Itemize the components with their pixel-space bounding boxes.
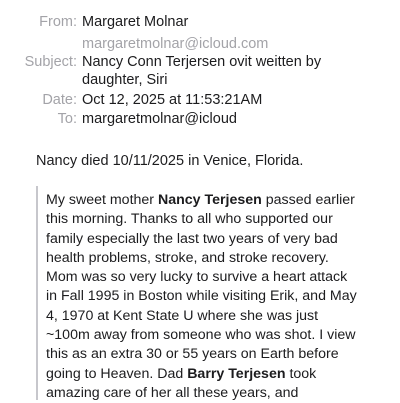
quote-line [46, 191, 355, 210]
quote-line: family especially the last two years of very bad [46, 230, 338, 247]
quote-line [46, 365, 336, 384]
quote-line: health problems, stroke, and stroke recovery. [46, 249, 329, 266]
quote-text: My sweet mother [46, 192, 158, 208]
quote-line: Mom was so very lucky to survive a heart attack [46, 269, 348, 286]
date-value: Oct 12, 2025 at 11:53:21AM [82, 92, 263, 108]
date-label: Date: [42, 92, 77, 108]
recipient-email[interactable]: margaretmolnar@icloud [82, 111, 237, 127]
subject-line-1: Nancy Conn Terjersen ovit weitten by [82, 54, 322, 70]
quote-line: this as an extra 30 or 55 years on Earth before [46, 346, 339, 363]
quote-line: ~100m away from someone who was shot. I view [46, 327, 356, 344]
quoted-message [46, 191, 357, 403]
to-label: To: [57, 111, 77, 127]
intro-text: Nancy died 10/11/2025 in Venice, Florida. [36, 153, 304, 169]
mother-name: Nancy Terjesen [157, 192, 262, 208]
quote-line: this morning. Thanks to all who supported our [46, 211, 333, 228]
subject-text [82, 53, 386, 89]
quote-line: amazing care of her all these years, and [46, 384, 299, 401]
subject-label: Subject: [24, 54, 77, 70]
sender-name[interactable]: Margaret Molnar [82, 14, 189, 30]
from-label: From: [39, 14, 77, 30]
quote-text: took [285, 365, 317, 382]
quote-line: 4, 1970 at Kent State U where she was just [46, 307, 319, 324]
father-name: Barry Terjesen [187, 365, 286, 382]
sender-email[interactable]: margaretmolnar@icloud.com [82, 36, 269, 52]
quote-bar [36, 186, 38, 400]
subject-line-2: daughter, Siri [82, 72, 168, 88]
quote-line: in Fall 1995 in Boston while visiting Erik, and May [46, 288, 357, 305]
quote-text: going to Heaven. Dad [46, 365, 188, 382]
quote-text: passed earlier [261, 192, 355, 208]
